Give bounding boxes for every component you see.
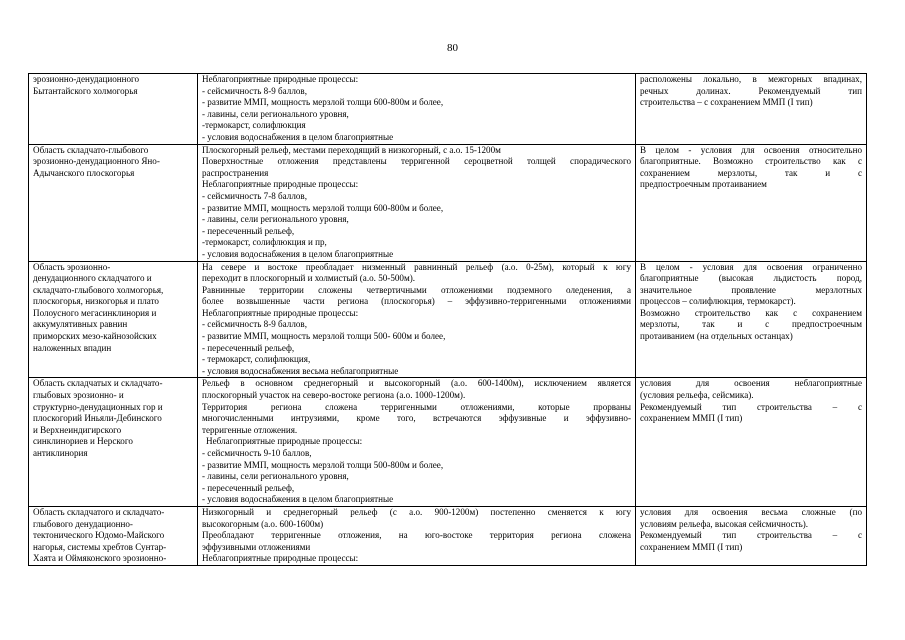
region-cell-line: и Верхнеиндигирского — [33, 424, 122, 435]
conditions-cell-line: - условия водоснабжения в целом благоприятные — [202, 248, 394, 259]
conditions-cell-line: переходит в плоскогорный и холмистый (а.о. 50-500м). — [202, 273, 416, 284]
assessment-cell-line: протаиванием (на отдельных останцах) — [640, 331, 793, 342]
assessment-cell-line: сохранением мерзлоты, так и с — [640, 167, 862, 178]
region-cell-line: плоскогорья, низкогорья и плато — [33, 296, 159, 307]
assessment-cell-line: благоприятные (высокая льдистость пород, — [640, 273, 862, 284]
region-cell-line: Хаята и Оймяконского эрозионно- — [33, 553, 167, 564]
region-cell-line: Область складчатого и складчато- — [33, 506, 165, 517]
table-row — [29, 378, 867, 507]
assessment-cell — [636, 506, 867, 565]
region-cell-line: глыбовых эрозионно- и — [33, 390, 124, 401]
assessment-cell-line: процессов – солифлюкция, термокарст). — [640, 296, 796, 307]
table-row — [29, 74, 867, 145]
conditions-cell-line: Плоскогорный рельеф, местами переходящий в низкогорный, с а.о. 15-1200м — [202, 144, 501, 155]
conditions-cell-line: Низкогорный и среднегорный рельеф (с а.о. 900-1200м) постепенно сменяется к югу — [202, 506, 631, 517]
region-cell-line: наложенных впадин — [33, 342, 112, 353]
assessment-cell-line: мерзлоты, так и с предпостроечным — [640, 319, 862, 330]
region-cell-line: структурно-денудационных гор и — [33, 401, 163, 412]
conditions-cell-line: Неблагоприятные природные процессы: — [202, 179, 359, 190]
conditions-cell-line: Неблагоприятные природные процессы: — [202, 74, 359, 84]
assessment-cell-line: (условия рельефа, сейсмика). — [640, 390, 754, 401]
region-cell-line: эрозионно-денудационного Яно- — [33, 156, 160, 167]
region-cell-line: Область складчатых и складчато- — [33, 378, 163, 389]
conditions-cell-line: - условия водоснабжения в целом благоприятные — [202, 131, 394, 142]
conditions-cell-line: - лавины, сели регионального уровня, — [202, 108, 349, 119]
region-cell-line: приморских мезо-кайнозойских — [33, 331, 157, 342]
conditions-cell-line: Равнинные территории сложены четвертичными отложениями подземного оледенения, а — [202, 284, 631, 295]
region-cell-line: синклинориев и Нерского — [33, 436, 133, 447]
conditions-cell-line: -термокарст, солифлюкция — [202, 120, 306, 131]
conditions-cell-line: Рельеф в основном среднегорный и высокогорный (а.о. 600-1400м), исключением является — [202, 378, 631, 389]
region-cell-line: глыбового денудационно- — [33, 518, 133, 529]
conditions-cell-line: - сейсмичность 8-9 баллов, — [202, 319, 307, 330]
assessment-cell-line: сохранением ММП (I тип) — [640, 541, 743, 552]
conditions-cell-line: - пересеченный рельеф, — [202, 225, 295, 236]
conditions-cell-line: - лавины, сели регионального уровня, — [202, 214, 349, 225]
conditions-cell-line: Неблагоприятные природные процессы: — [202, 307, 359, 318]
assessment-cell-line: Рекомендуемый тип строительства – с — [640, 530, 862, 541]
region-cell-line: нагорья, системы хребтов Сунтар- — [33, 541, 167, 552]
assessment-cell-line: Возможно строительство как с сохранением — [640, 307, 862, 318]
conditions-cell-line: Неблагоприятные природные процессы: — [206, 436, 363, 447]
region-cell-line: плоскогорий Иньяли-Дебинского — [33, 413, 162, 424]
conditions-cell-line: - пересеченный рельеф, — [202, 342, 295, 353]
assessment-cell-line: предпостроечным протаиванием — [640, 179, 767, 190]
assessment-cell-line: условиям рельефа, высокая сейсмичность). — [640, 518, 809, 529]
conditions-cell-line: Неблагоприятные природные процессы: — [202, 553, 359, 564]
conditions-cell-line: - сейсмичность 7-8 баллов, — [202, 190, 307, 201]
conditions-cell-line: многочисленными интрузиями, кроме того, встречаются эффузивные и эффузивно- — [202, 413, 631, 424]
conditions-cell-line: терригенные отложения. — [202, 424, 298, 435]
conditions-cell-line: высокогорным (а.о. 600-1600м) — [202, 518, 324, 529]
conditions-cell-line: - пересеченный рельеф, — [202, 482, 295, 493]
conditions-cell-line: Поверхностные отложения представлены терригенной сероцветной толщей спорадического — [202, 156, 631, 167]
assessment-cell — [636, 144, 867, 261]
conditions-cell-line: - лавины, сели регионального уровня, — [202, 471, 349, 482]
region-cell-line: денудационного складчатого и — [33, 273, 152, 284]
assessment-cell-line: В целом - условия для освоения ограниченно — [640, 261, 862, 272]
table-row — [29, 261, 867, 378]
region-cell-line: Полоусного мегасинклинория и — [33, 307, 157, 318]
assessment-cell — [636, 261, 867, 378]
assessment-cell — [636, 74, 867, 145]
region-cell — [29, 506, 198, 565]
assessment-cell-line: Рекомендуемый тип строительства – с — [640, 401, 862, 412]
conditions-cell — [198, 144, 636, 261]
page-number: 80 — [447, 42, 458, 54]
region-cell-line: аккумулятивных равнин — [33, 319, 128, 330]
region-cell — [29, 261, 198, 378]
table-row — [29, 506, 867, 565]
assessment-cell-line: условия для освоения неблагоприятные — [640, 378, 862, 389]
region-cell-line: эрозионно-денудационного — [33, 74, 140, 84]
assessment-cell — [636, 378, 867, 507]
assessment-cell-line: речных долинах. Рекомендуемый тип — [640, 85, 862, 96]
assessment-cell-line: сохранением ММП (I тип) — [640, 413, 743, 424]
conditions-cell-line: эффузивными отложениями — [202, 541, 311, 552]
conditions-cell-line: - развитие ММП, мощность мерзлой толщи 600-800м и более, — [202, 202, 444, 213]
conditions-cell-line: - условия водоснабжения в целом благоприятные — [202, 494, 394, 505]
region-cell-line: складчато-глыбового холмогорья, — [33, 284, 164, 295]
conditions-cell-line: - сейсмичность 9-10 баллов, — [202, 448, 312, 458]
conditions-cell-line: -термокарст, солифлюкция и пр, — [202, 237, 327, 248]
conditions-cell-line: Преобладают терригенные отложения, на юго-востоке территория региона сложена — [202, 530, 631, 541]
conditions-cell — [198, 378, 636, 507]
region-cell — [29, 74, 198, 145]
assessment-cell-line: строительства – с сохранением ММП (I тип) — [640, 97, 813, 108]
conditions-cell-line: - сейсмичность 8-9 баллов, — [202, 85, 307, 96]
region-cell-line: Адычанского плоскогорья — [33, 167, 135, 178]
conditions-cell-line: - развитие ММП, мощность мерзлой толщи 500-800м и более, — [202, 459, 444, 470]
region-cell — [29, 378, 198, 507]
region-cell-line: Бытантайского холмогорья — [33, 85, 138, 96]
conditions-cell-line: распространения — [202, 167, 269, 178]
conditions-cell-line: Территория региона сложена терригенными отложениями, которые прорваны — [202, 401, 631, 412]
region-cell-line: тектонического Юдомо-Майского — [33, 530, 165, 541]
assessment-cell-line: В целом - условия для освоения относительно — [640, 144, 862, 155]
conditions-cell-line: На севере и востоке преобладает низменный равнинный рельеф (а.о. 0-25м), который к югу — [202, 261, 631, 272]
table-body — [29, 74, 867, 566]
conditions-cell-line: - развитие ММП, мощность мерзлой толщи 500- 600м и более, — [202, 331, 446, 342]
zoning-table — [28, 73, 867, 566]
conditions-cell-line: более возвышенные части региона (плоскогорья) – эффузивно-терригенными отложениями — [202, 296, 631, 307]
region-cell-line: Область складчато-глыбового — [33, 144, 149, 155]
assessment-cell-line: расположены локально, в межгорных впадинах, — [640, 74, 862, 84]
region-cell-line: Область эрозионно- — [33, 261, 111, 272]
conditions-cell — [198, 74, 636, 145]
assessment-cell-line: условия для освоения весьма сложные (по — [640, 506, 862, 517]
conditions-cell-line: плоскогорный участок на северо-востоке региона (а.о. 1000-1200м). — [202, 390, 466, 401]
conditions-cell-line: - условия водоснабжения весьма неблагоприятные — [202, 365, 399, 376]
conditions-cell — [198, 506, 636, 565]
table-row — [29, 144, 867, 261]
conditions-cell — [198, 261, 636, 378]
assessment-cell-line: благоприятные. Возможно строительство как с — [640, 156, 862, 167]
assessment-cell-line: значительное проявление мерзлотных — [640, 284, 862, 295]
region-cell — [29, 144, 198, 261]
conditions-cell-line: - термокарст, солифлюкция, — [202, 354, 311, 365]
conditions-cell-line: - развитие ММП, мощность мерзлой толщи 600-800м и более, — [202, 97, 444, 108]
region-cell-line: антиклинория — [33, 448, 88, 458]
